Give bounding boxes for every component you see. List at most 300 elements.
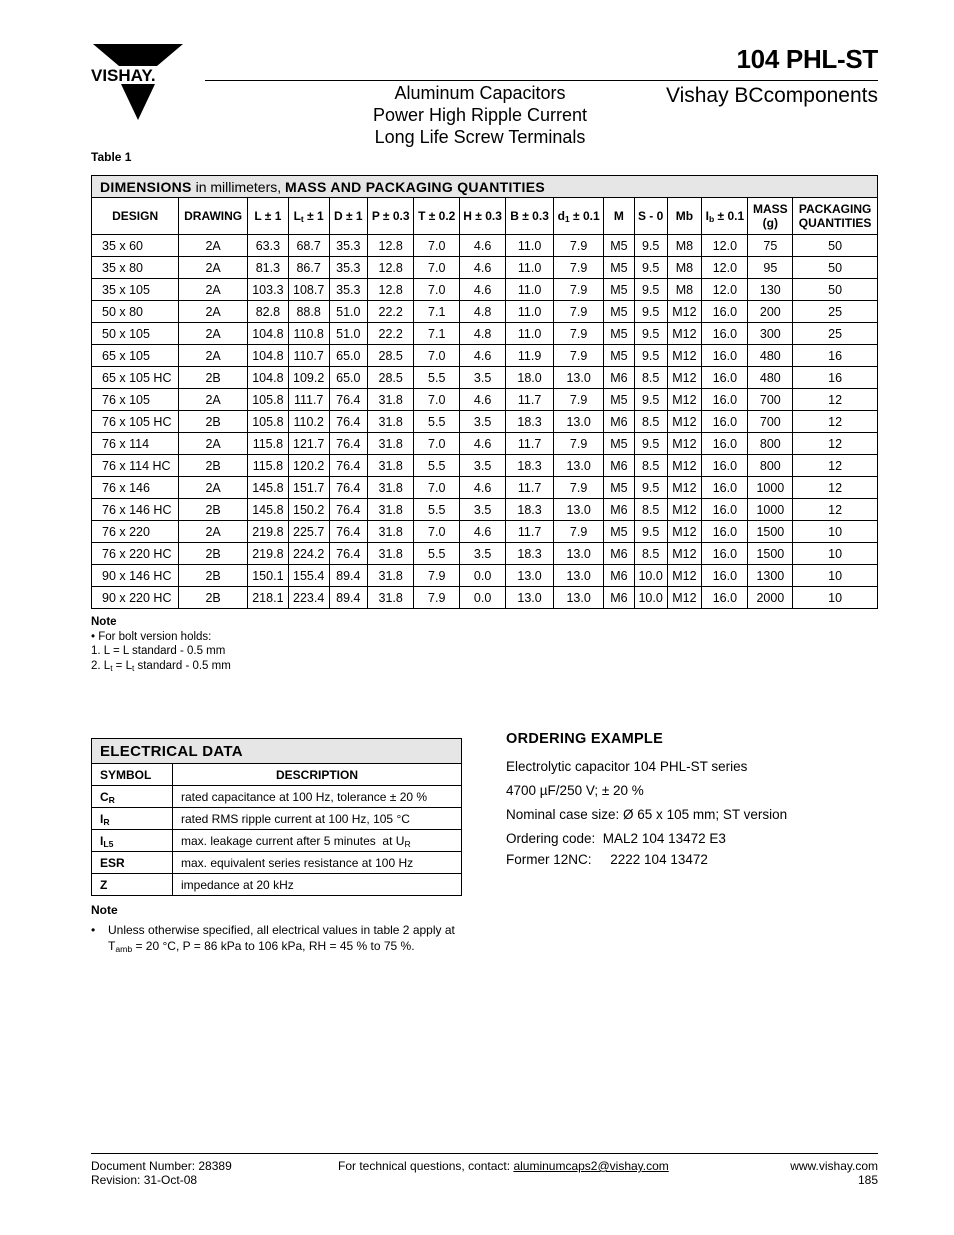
table-cell: 89.4 [329, 587, 368, 609]
table-cell: M6 [604, 543, 635, 565]
table-cell: 4.6 [460, 345, 506, 367]
table-cell: 11.0 [506, 257, 554, 279]
ordering-heading: ORDERING EXAMPLE [506, 731, 664, 747]
col-header: H ± 0.3 [460, 198, 506, 235]
table-cell: 31.8 [368, 543, 414, 565]
table-cell: 65.0 [329, 345, 368, 367]
table-cell: 155.4 [288, 565, 329, 587]
table-cell: 3.5 [460, 499, 506, 521]
table-cell: 76.4 [329, 411, 368, 433]
table-cell: 7.9 [554, 433, 604, 455]
table-cell: 2B [179, 499, 248, 521]
table-cell: 25 [793, 323, 878, 345]
table-cell: 18.3 [506, 499, 554, 521]
ordering-code: Ordering code: MAL2 104 13472 E3 [506, 831, 726, 846]
table-cell: 90 x 146 HC [92, 565, 179, 587]
table-cell: 9.5 [634, 323, 667, 345]
table-cell: 3.5 [460, 367, 506, 389]
product-subtitle [360, 82, 600, 148]
table-cell: 8.5 [634, 543, 667, 565]
table-cell: 76.4 [329, 455, 368, 477]
table-row [92, 389, 878, 411]
table-cell: M6 [604, 565, 635, 587]
table-cell: 22.2 [368, 301, 414, 323]
table-cell: 11.7 [506, 521, 554, 543]
table-cell: 11.0 [506, 301, 554, 323]
table-cell: 35.3 [329, 257, 368, 279]
table-cell: M5 [604, 235, 635, 257]
footer-rule [91, 1153, 878, 1154]
table-cell: 4.6 [460, 433, 506, 455]
table-cell: 76 x 146 HC [92, 499, 179, 521]
table-cell: 68.7 [288, 235, 329, 257]
page-number: 185 [857, 1173, 878, 1187]
table-cell: 76 x 220 HC [92, 543, 179, 565]
table-cell: 7.9 [554, 235, 604, 257]
table-cell: 11.7 [506, 389, 554, 411]
table-cell: 4.6 [460, 279, 506, 301]
table-cell: 10 [793, 587, 878, 609]
table-cell: 16.0 [702, 587, 748, 609]
table-cell: 16 [793, 345, 878, 367]
table-cell: 13.0 [554, 543, 604, 565]
table-cell: 9.5 [634, 301, 667, 323]
table-cell: 89.4 [329, 565, 368, 587]
table-cell: 104.8 [247, 367, 288, 389]
description-cell: rated capacitance at 100 Hz, tolerance ± 20 % [173, 786, 462, 808]
table-cell: 16.0 [702, 389, 748, 411]
table-label: Table 1 [91, 150, 132, 164]
table-row [92, 433, 878, 455]
company-name: Vishay BCcomponents [665, 84, 878, 107]
note-line: 2. $L_t = L_t$ standard - 0.5 mm [91, 659, 231, 673]
table-cell: 7.9 [554, 389, 604, 411]
table-cell: 76 x 105 HC [92, 411, 179, 433]
table-cell: 12.0 [702, 257, 748, 279]
table-cell: 50 x 105 [92, 323, 179, 345]
table-cell: 219.8 [247, 521, 288, 543]
table-row [92, 345, 878, 367]
table-cell: 9.5 [634, 433, 667, 455]
table-cell: 9.5 [634, 389, 667, 411]
table-cell: 18.3 [506, 411, 554, 433]
table-cell: 12 [793, 455, 878, 477]
table-cell: 300 [748, 323, 793, 345]
table-cell: 3.5 [460, 411, 506, 433]
table-cell: 3.5 [460, 455, 506, 477]
table-cell: 145.8 [247, 477, 288, 499]
symbol-cell: Z [92, 874, 173, 896]
table-cell: M12 [667, 587, 702, 609]
table-cell: 35.3 [329, 235, 368, 257]
table-cell: 51.0 [329, 323, 368, 345]
table-cell: 31.8 [368, 521, 414, 543]
table-cell: 25 [793, 301, 878, 323]
table-cell: 150.2 [288, 499, 329, 521]
table-cell: M12 [667, 521, 702, 543]
table-cell: 145.8 [247, 499, 288, 521]
table-cell: 16.0 [702, 543, 748, 565]
table-cell: 104.8 [247, 345, 288, 367]
table-cell: 16.0 [702, 323, 748, 345]
table-cell: 5.5 [414, 455, 460, 477]
table-cell: 11.0 [506, 323, 554, 345]
table-cell: 8.5 [634, 499, 667, 521]
table-cell: 7.0 [414, 235, 460, 257]
table-row [92, 499, 878, 521]
table-cell: 31.8 [368, 477, 414, 499]
table-cell: M5 [604, 521, 635, 543]
logo-text: VISHAY. [91, 66, 156, 85]
table-cell: 16.0 [702, 433, 748, 455]
table-cell: 86.7 [288, 257, 329, 279]
table-cell: 76.4 [329, 389, 368, 411]
table-cell: 16.0 [702, 367, 748, 389]
table-cell: M12 [667, 543, 702, 565]
symbol-cell: $C_R$ [92, 786, 173, 808]
table-cell: 1500 [748, 543, 793, 565]
table-cell: 1300 [748, 565, 793, 587]
table-row [92, 323, 878, 345]
table-cell: M5 [604, 389, 635, 411]
table-cell: 11.7 [506, 433, 554, 455]
table-cell: 16.0 [702, 455, 748, 477]
table-cell: 2B [179, 367, 248, 389]
table-cell: 4.8 [460, 323, 506, 345]
table-cell: M12 [667, 499, 702, 521]
table-cell: 13.0 [554, 565, 604, 587]
table-cell: M12 [667, 411, 702, 433]
table-cell: 109.2 [288, 367, 329, 389]
table-cell: 4.6 [460, 257, 506, 279]
table-cell: 800 [748, 433, 793, 455]
vishay-logo [89, 44, 183, 124]
table-cell: 4.6 [460, 477, 506, 499]
table-cell: 150.1 [247, 565, 288, 587]
table-cell: 90 x 220 HC [92, 587, 179, 609]
electrical-note [91, 902, 471, 954]
table-cell: 480 [748, 367, 793, 389]
col-header: SYMBOL [92, 764, 173, 786]
table-cell: 7.9 [554, 477, 604, 499]
table-cell: 16.0 [702, 477, 748, 499]
table-cell: 110.8 [288, 323, 329, 345]
website: www.vishay.com [790, 1159, 878, 1173]
table-cell: 11.0 [506, 279, 554, 301]
col-header: S - 0 [634, 198, 667, 235]
table-cell: 95 [748, 257, 793, 279]
table-cell: 2A [179, 235, 248, 257]
table-cell: M6 [604, 455, 635, 477]
table-cell: 111.7 [288, 389, 329, 411]
table-cell: 4.6 [460, 389, 506, 411]
table-cell: 76 x 146 [92, 477, 179, 499]
table-cell: 13.0 [506, 565, 554, 587]
table-cell: 16.0 [702, 565, 748, 587]
table-cell: 219.8 [247, 543, 288, 565]
table-cell: 10 [793, 521, 878, 543]
table-cell: 4.6 [460, 235, 506, 257]
table-row [92, 830, 462, 852]
table-note [91, 615, 231, 673]
note-text: • Unless otherwise specified, all electrical values in table 2 apply at $T_{amb} = 20$ °C, P = 86 kPa to 106 kPa, RH = 45 % to 75 %. [91, 923, 455, 955]
table-cell: 31.8 [368, 587, 414, 609]
table-cell: 115.8 [247, 433, 288, 455]
table-cell: 65 x 105 [92, 345, 179, 367]
table-cell: 225.7 [288, 521, 329, 543]
table-cell: 5.5 [414, 367, 460, 389]
table-cell: 13.0 [554, 455, 604, 477]
table-cell: 76.4 [329, 521, 368, 543]
table-cell: 31.8 [368, 433, 414, 455]
table-cell: 11.9 [506, 345, 554, 367]
table-cell: 76.4 [329, 477, 368, 499]
table-row [92, 874, 462, 896]
table-cell: 13.0 [554, 367, 604, 389]
symbol-cell: $I_{L5}$ [92, 830, 173, 852]
table-cell: 151.7 [288, 477, 329, 499]
note-title: Note [91, 616, 117, 628]
table-cell: 11.7 [506, 477, 554, 499]
table-cell: 108.7 [288, 279, 329, 301]
col-header: DESCRIPTION [173, 764, 462, 786]
table-cell: 10.0 [634, 565, 667, 587]
col-header: B ± 0.3 [506, 198, 554, 235]
table-cell: 16 [793, 367, 878, 389]
table-row [92, 301, 878, 323]
table-cell: 35 x 80 [92, 257, 179, 279]
col-header: D ± 1 [329, 198, 368, 235]
col-header: T ± 0.2 [414, 198, 460, 235]
table-cell: 12 [793, 389, 878, 411]
table-cell: M6 [604, 411, 635, 433]
table-cell: 2A [179, 279, 248, 301]
table-cell: 130 [748, 279, 793, 301]
col-header: $d_1 \pm 0.1$ [554, 198, 604, 235]
table-cell: 7.9 [554, 301, 604, 323]
table-cell: 82.8 [247, 301, 288, 323]
table-row [92, 477, 878, 499]
table-cell: 110.7 [288, 345, 329, 367]
table-cell: 88.8 [288, 301, 329, 323]
table-cell: 31.8 [368, 389, 414, 411]
col-header: DESIGN [92, 198, 179, 235]
table-cell: M12 [667, 477, 702, 499]
table-row [92, 852, 462, 874]
table-cell: M12 [667, 301, 702, 323]
table-cell: 7.0 [414, 521, 460, 543]
table-cell: 13.0 [506, 587, 554, 609]
table-row [92, 565, 878, 587]
table-cell: 4.8 [460, 301, 506, 323]
table-cell: 1000 [748, 477, 793, 499]
table-cell: 7.1 [414, 301, 460, 323]
note-title: Note [91, 903, 118, 917]
table-cell: 2A [179, 301, 248, 323]
description-cell: max. equivalent series resistance at 100 Hz [173, 852, 462, 874]
col-header: L ± 1 [247, 198, 288, 235]
table-row [92, 279, 878, 301]
col-header: PACKAGING QUANTITIES [793, 198, 878, 235]
col-header: $L_t \pm 1$ [288, 198, 329, 235]
contact-email-link[interactable]: aluminumcaps2@vishay.com [513, 1159, 669, 1173]
table-cell: 12.0 [702, 279, 748, 301]
symbol-cell: $I_R$ [92, 808, 173, 830]
table-cell: 76 x 114 [92, 433, 179, 455]
footer-left [91, 1159, 232, 1187]
table-cell: 16.0 [702, 345, 748, 367]
table-cell: M5 [604, 257, 635, 279]
table-cell: 12 [793, 499, 878, 521]
table-cell: 76 x 105 [92, 389, 179, 411]
table-cell: 76 x 114 HC [92, 455, 179, 477]
table-cell: 12 [793, 411, 878, 433]
table-cell: 2A [179, 257, 248, 279]
table-cell: M12 [667, 345, 702, 367]
ordering-line: Electrolytic capacitor 104 PHL-ST series [506, 759, 748, 774]
table-cell: 12.8 [368, 235, 414, 257]
table-cell: 5.5 [414, 411, 460, 433]
table-cell: 104.8 [247, 323, 288, 345]
table-row [92, 786, 462, 808]
table-cell: 9.5 [634, 257, 667, 279]
table-cell: 18.0 [506, 367, 554, 389]
table-cell: 76.4 [329, 499, 368, 521]
table-row [92, 587, 878, 609]
table-cell: 7.9 [554, 521, 604, 543]
table-cell: M5 [604, 323, 635, 345]
col-header: Mb [667, 198, 702, 235]
revision: Revision: 31-Oct-08 [91, 1173, 198, 1187]
table-cell: M6 [604, 367, 635, 389]
table-cell: 16.0 [702, 411, 748, 433]
table-cell: 75 [748, 235, 793, 257]
table-cell: 7.9 [414, 587, 460, 609]
table-cell: M5 [604, 477, 635, 499]
note-line: • For bolt version holds: [91, 630, 212, 643]
table-cell: 65 x 105 HC [92, 367, 179, 389]
document-number: Document Number: 28389 [91, 1159, 232, 1173]
table-cell: M8 [667, 279, 702, 301]
table-cell: M12 [667, 389, 702, 411]
table-cell: M5 [604, 279, 635, 301]
table-cell: 0.0 [460, 565, 506, 587]
table-cell: 2B [179, 587, 248, 609]
table-cell: 50 x 80 [92, 301, 179, 323]
table-cell: 7.0 [414, 389, 460, 411]
col-header: P ± 0.3 [368, 198, 414, 235]
table-cell: 480 [748, 345, 793, 367]
table-row [92, 367, 878, 389]
table-row [92, 235, 878, 257]
table-cell: 12 [793, 433, 878, 455]
col-header: M [604, 198, 635, 235]
table-cell: 81.3 [247, 257, 288, 279]
table-cell: 4.6 [460, 521, 506, 543]
header-rule [205, 80, 878, 81]
table-row [92, 808, 462, 830]
table-cell: 9.5 [634, 345, 667, 367]
table-cell: 63.3 [247, 235, 288, 257]
table-cell: 3.5 [460, 543, 506, 565]
table-cell: 0.0 [460, 587, 506, 609]
electrical-caption: ELECTRICAL DATA [92, 739, 462, 764]
table-cell: 13.0 [554, 499, 604, 521]
col-header: $I_b \pm 0.1$ [702, 198, 748, 235]
table-cell: 2A [179, 389, 248, 411]
table-cell: 12 [793, 477, 878, 499]
symbol-cell: ESR [92, 852, 173, 874]
table-cell: 2A [179, 345, 248, 367]
table-cell: 18.3 [506, 455, 554, 477]
table-cell: 2B [179, 565, 248, 587]
page-title: 104 PHL-ST [736, 44, 878, 74]
table-cell: 105.8 [247, 389, 288, 411]
table-caption: DIMENSIONS in millimeters, MASS AND PACKAGING QUANTITIES [92, 176, 878, 198]
table-cell: 35 x 60 [92, 235, 179, 257]
table-cell: M5 [604, 433, 635, 455]
table-cell: 35 x 105 [92, 279, 179, 301]
table-cell: 9.5 [634, 279, 667, 301]
table-cell: 218.1 [247, 587, 288, 609]
table-cell: 10.0 [634, 587, 667, 609]
table-cell: 11.0 [506, 235, 554, 257]
former-12nc: Former 12NC: 2222 104 13472 [506, 852, 708, 867]
table-cell: 8.5 [634, 455, 667, 477]
ordering-line: Nominal case size: Ø 65 x 105 mm; ST version [506, 807, 788, 822]
table-cell: 110.2 [288, 411, 329, 433]
table-cell: 12.8 [368, 257, 414, 279]
table-cell: 103.3 [247, 279, 288, 301]
table-cell: 7.0 [414, 257, 460, 279]
table-cell: 7.0 [414, 477, 460, 499]
table-cell: 223.4 [288, 587, 329, 609]
table-cell: 2A [179, 433, 248, 455]
footer-right [790, 1159, 878, 1187]
table-cell: 50 [793, 257, 878, 279]
table-cell: 121.7 [288, 433, 329, 455]
footer-contact: For technical questions, contact: aluminumcaps2@vishay.com [338, 1159, 669, 1173]
table-cell: 7.9 [554, 279, 604, 301]
table-cell: 16.0 [702, 499, 748, 521]
table-cell: 76.4 [329, 543, 368, 565]
table-cell: 5.5 [414, 499, 460, 521]
table-cell: 224.2 [288, 543, 329, 565]
table-cell: M8 [667, 235, 702, 257]
electrical-data-table [91, 738, 462, 896]
table-cell: 10 [793, 543, 878, 565]
table-cell: 10 [793, 565, 878, 587]
table-cell: 28.5 [368, 345, 414, 367]
table-cell: 1500 [748, 521, 793, 543]
table-cell: 28.5 [368, 367, 414, 389]
table-cell: 7.9 [414, 565, 460, 587]
table-cell: 5.5 [414, 543, 460, 565]
table-cell: 2A [179, 521, 248, 543]
description-cell: max. leakage current after 5 minutes at $U_R$ [173, 830, 462, 852]
table-cell: M12 [667, 565, 702, 587]
dimensions-table [91, 175, 878, 609]
table-cell: M8 [667, 257, 702, 279]
table-cell: 31.8 [368, 565, 414, 587]
col-header: MASS (g) [748, 198, 793, 235]
ordering-line: 4700 µF/250 V; ± 20 % [506, 783, 644, 798]
table-cell: 2B [179, 455, 248, 477]
table-cell: 18.3 [506, 543, 554, 565]
table-cell: M12 [667, 433, 702, 455]
table-cell: 2A [179, 477, 248, 499]
table-row [92, 543, 878, 565]
